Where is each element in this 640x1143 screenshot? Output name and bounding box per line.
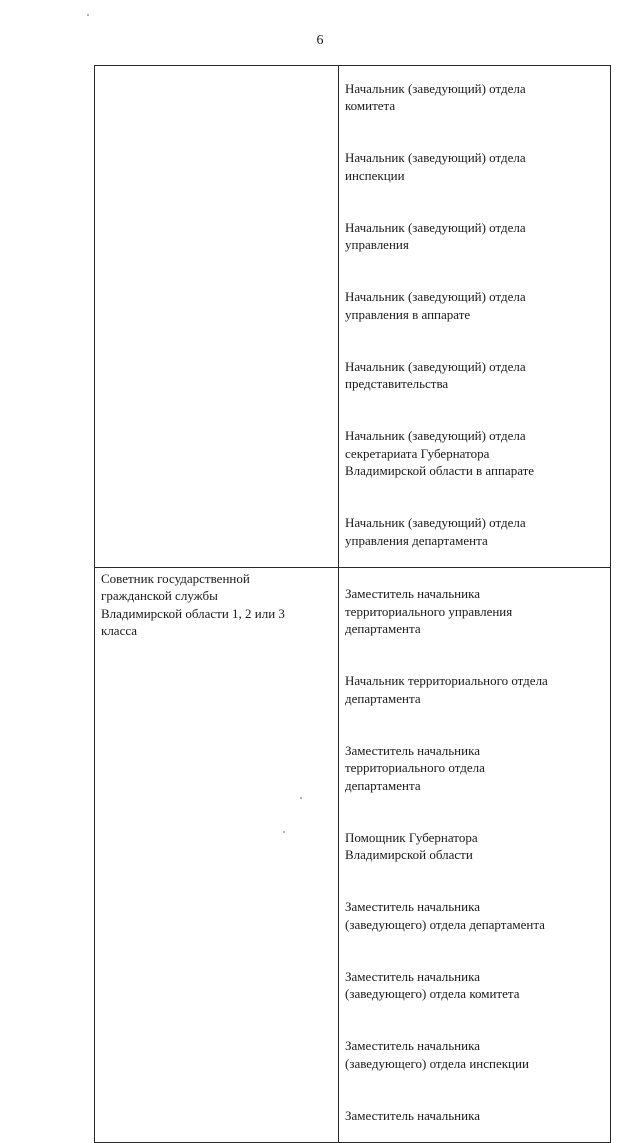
position-entry: Начальник (заведующий) отдела инспекции: [345, 150, 526, 183]
table-cell-right: [339, 66, 611, 568]
position-entry: Начальник (заведующий) отдела комитета: [345, 80, 526, 113]
position-entry: Помощник Губернатора Владимирской области: [345, 829, 478, 862]
table-cell-left: [95, 66, 339, 568]
scan-speck: [87, 14, 89, 16]
page-number: 6: [316, 33, 324, 48]
position-entry: Начальник (заведующий) отдела управления департамента: [345, 515, 526, 548]
position-list: [339, 568, 610, 1142]
civil-service-rank: Советник государственной гражданской службы Владимирской области 1, 2 или 3 класса: [101, 570, 285, 638]
table-row: [95, 66, 611, 568]
table-cell-left: [95, 567, 339, 1142]
positions-table: [94, 65, 611, 1143]
position-entry: Начальник (заведующий) отдела секретариата Губернатора Владимирской области в аппарате: [345, 428, 535, 478]
position-entry: Заместитель начальника (заведующего) отдела инспекции: [345, 1038, 529, 1071]
position-list: [339, 66, 610, 567]
scan-speck: [283, 831, 285, 833]
position-entry: Заместитель начальника: [345, 1107, 480, 1123]
position-entry: Заместитель начальника (заведующего) отдела комитета: [345, 968, 520, 1001]
table-cell-right: [339, 567, 611, 1142]
table-row: [95, 567, 611, 1142]
scan-speck: [300, 797, 302, 799]
position-entry: Заместитель начальника территориального управления департамента: [345, 586, 513, 636]
civil-service-rank: [95, 66, 338, 68]
position-entry: Начальник (заведующий) отдела управления: [345, 219, 526, 252]
position-entry: Начальник территориального отдела департамента: [345, 673, 548, 706]
position-entry: Начальник (заведующий) отдела управления в аппарате: [345, 289, 526, 322]
position-entry: Заместитель начальника территориального отдела департамента: [345, 742, 485, 793]
position-entry: Заместитель начальника (заведующего) отдела департамента: [345, 899, 545, 932]
position-entry: Начальник (заведующий) отдела представительства: [345, 358, 526, 391]
